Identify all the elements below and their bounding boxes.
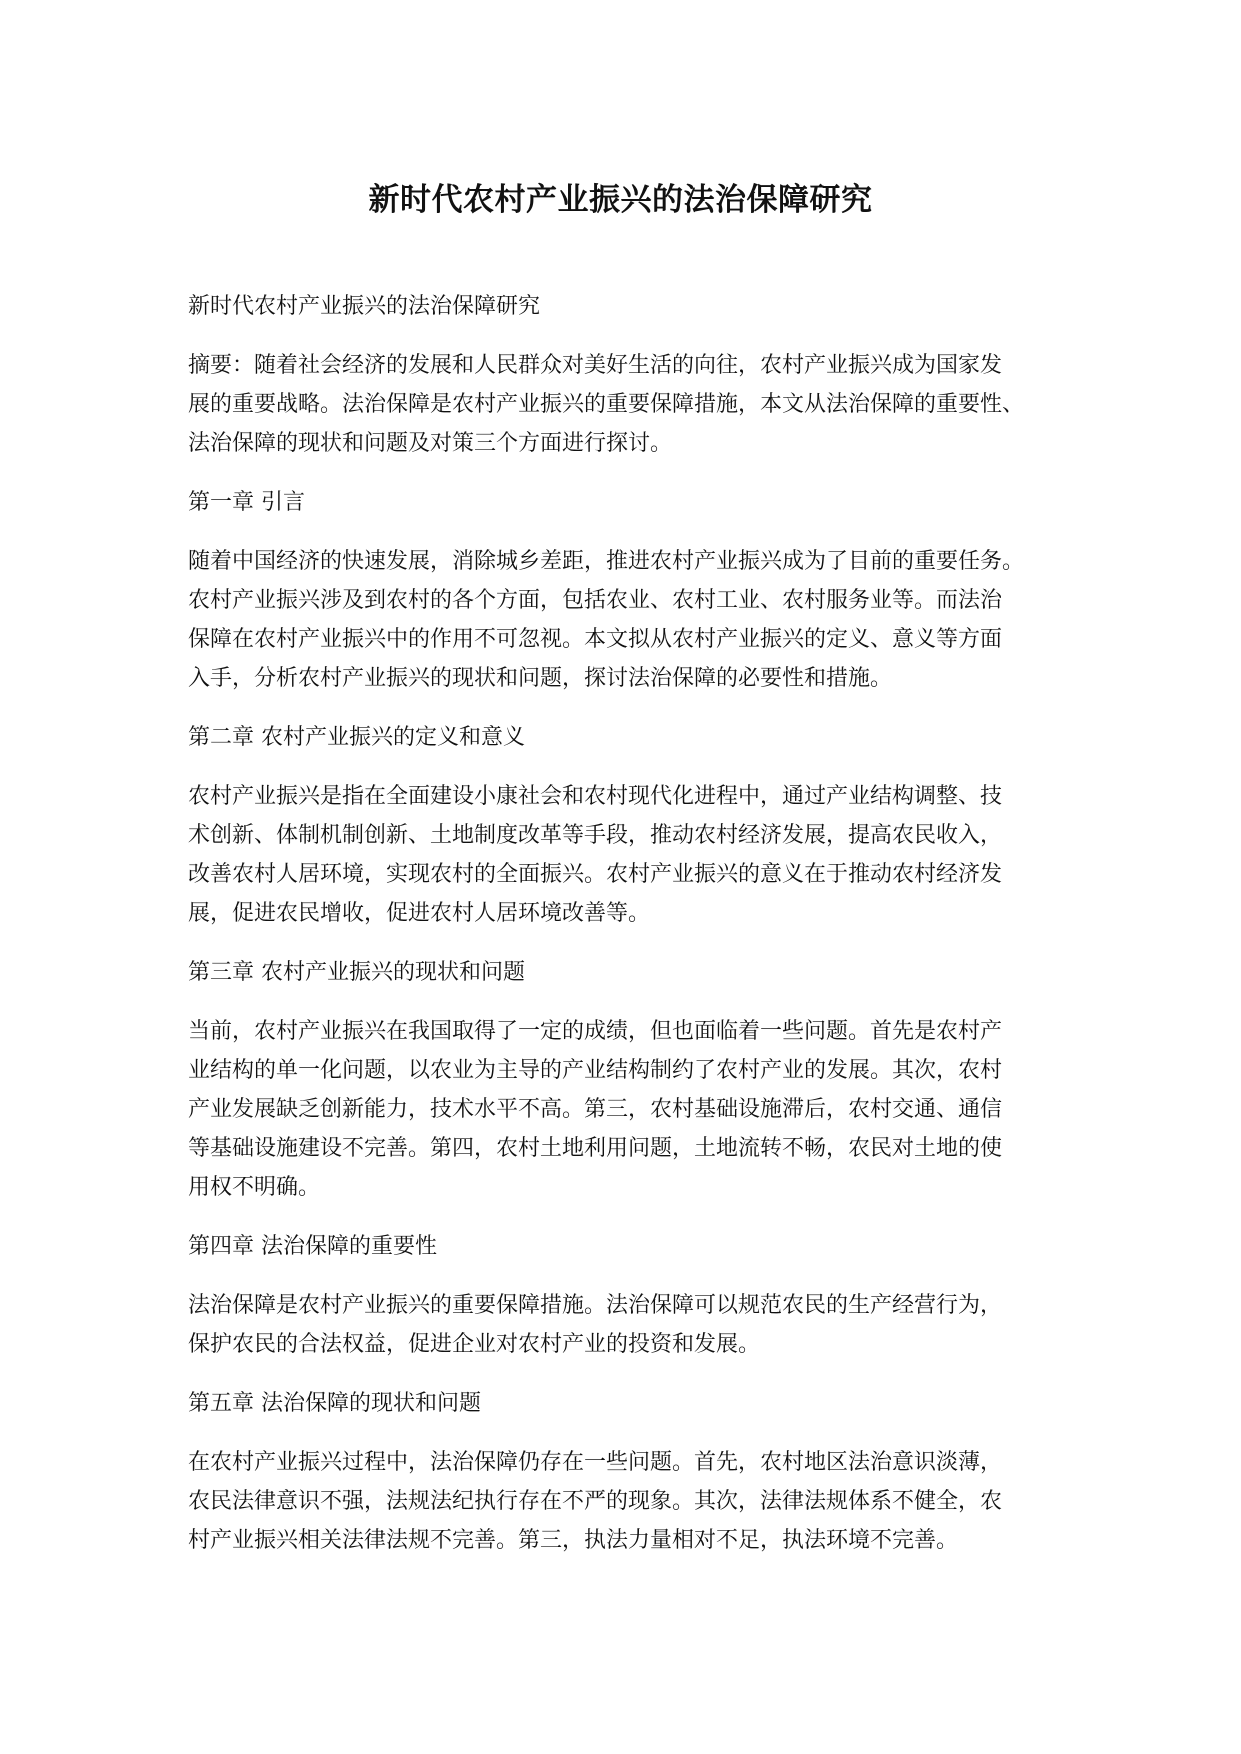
paragraph-line: 业结构的单一化问题，以农业为主导的产业结构制约了农村产业的发展。其次，农村	[188, 1058, 1003, 1083]
paragraph-line: 当前，农村产业振兴在我国取得了一定的成绩，但也面临着一些问题。首先是农村产	[188, 1019, 1003, 1044]
abstract-line: 摘要：随着社会经济的发展和人民群众对美好生活的向往，农村产业振兴成为国家发	[188, 353, 1003, 378]
paragraph-line: 等基础设施建设不完善。第四，农村土地利用问题，土地流转不畅，农民对土地的使	[188, 1136, 1003, 1161]
paragraph-line: 术创新、体制机制创新、土地制度改革等手段，推动农村经济发展，提高农民收入，	[188, 823, 1003, 848]
chapter-2-heading: 第二章 农村产业振兴的定义和意义	[188, 725, 525, 750]
chapter-1-heading: 第一章 引言	[188, 490, 305, 515]
document-body	[188, 287, 1068, 1560]
paragraph-line: 展，促进农民增收，促进农村人居环境改善等。	[188, 901, 651, 926]
paragraph-line: 农村产业振兴是指在全面建设小康社会和农村现代化进程中，通过产业结构调整、技	[188, 784, 1003, 809]
document-title: 新时代农村产业振兴的法治保障研究	[368, 182, 873, 218]
paragraph-line: 农村产业振兴涉及到农村的各个方面，包括农业、农村工业、农村服务业等。而法治	[188, 588, 1003, 613]
paragraph-line: 用权不明确。	[188, 1175, 321, 1200]
paragraph-line: 保护农民的合法权益，促进企业对农村产业的投资和发展。	[188, 1332, 761, 1357]
abstract-line: 法治保障的现状和问题及对策三个方面进行探讨。	[188, 431, 673, 456]
abstract-line: 展的重要战略。法治保障是农村产业振兴的重要保障措施，本文从法治保障的重要性、	[188, 392, 1025, 417]
chapter-1-paragraph	[188, 542, 1068, 698]
paragraph-line: 随着中国经济的快速发展，消除城乡差距，推进农村产业振兴成为了目前的重要任务。	[188, 549, 1025, 574]
chapter-5-heading: 第五章 法治保障的现状和问题	[188, 1391, 481, 1416]
chapter-2-paragraph	[188, 777, 1068, 933]
chapter-3-heading: 第三章 农村产业振兴的现状和问题	[188, 960, 525, 985]
paragraph-line: 法治保障是农村产业振兴的重要保障措施。法治保障可以规范农民的生产经营行为，	[188, 1293, 1003, 1318]
paragraph-line: 保障在农村产业振兴中的作用不可忽视。本文拟从农村产业振兴的定义、意义等方面	[188, 627, 1003, 652]
document-subtitle: 新时代农村产业振兴的法治保障研究	[188, 294, 541, 319]
paragraph-line: 在农村产业振兴过程中，法治保障仍存在一些问题。首先，农村地区法治意识淡薄，	[188, 1450, 1003, 1475]
paragraph-line: 村产业振兴相关法律法规不完善。第三，执法力量相对不足，执法环境不完善。	[188, 1528, 959, 1553]
abstract-paragraph	[188, 346, 1068, 463]
paragraph-line: 产业发展缺乏创新能力，技术水平不高。第三，农村基础设施滞后，农村交通、通信	[188, 1097, 1003, 1122]
paragraph-line: 改善农村人居环境，实现农村的全面振兴。农村产业振兴的意义在于推动农村经济发	[188, 862, 1003, 887]
chapter-4-paragraph	[188, 1286, 1068, 1364]
chapter-5-paragraph	[188, 1443, 1068, 1560]
paragraph-line: 农民法律意识不强，法规法纪执行存在不严的现象。其次，法律法规体系不健全，农	[188, 1489, 1003, 1514]
paragraph-line: 入手，分析农村产业振兴的现状和问题，探讨法治保障的必要性和措施。	[188, 666, 893, 691]
chapter-3-paragraph	[188, 1012, 1068, 1207]
chapter-4-heading: 第四章 法治保障的重要性	[188, 1234, 437, 1259]
